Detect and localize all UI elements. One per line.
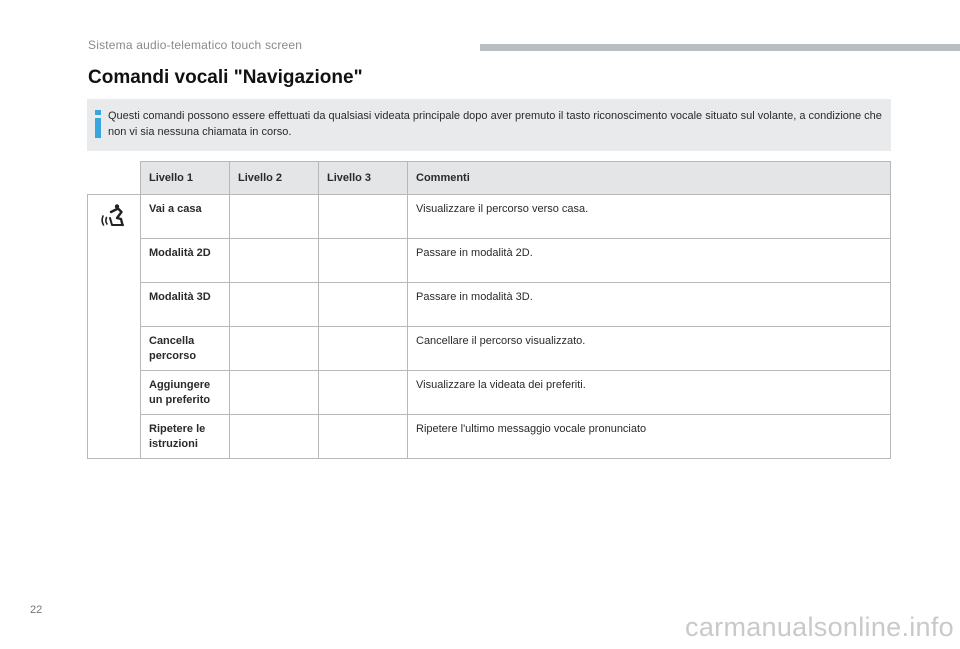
level2-cell	[230, 283, 319, 327]
level2-cell	[230, 371, 319, 415]
level1-cell: Cancella percorso	[141, 327, 230, 371]
level2-cell	[230, 415, 319, 459]
comment-cell: Visualizzare il percorso verso casa.	[408, 195, 891, 239]
comment-cell: Cancellare il percorso visualizzato.	[408, 327, 891, 371]
table-row	[88, 327, 891, 371]
voice-command-icon	[100, 203, 128, 231]
table-row	[88, 371, 891, 415]
level2-cell	[230, 195, 319, 239]
page-number: 22	[30, 604, 43, 616]
info-box	[87, 99, 891, 151]
level3-cell	[319, 415, 408, 459]
comment-cell: Visualizzare la videata dei preferiti.	[408, 371, 891, 415]
level1-cell: Modalità 2D	[141, 239, 230, 283]
info-icon	[95, 110, 101, 138]
level1-cell: Ripetere le istruzioni	[141, 415, 230, 459]
comment-cell: Passare in modalità 2D.	[408, 239, 891, 283]
header-level3: Livello 3	[319, 162, 408, 195]
level3-cell	[319, 371, 408, 415]
level3-cell	[319, 239, 408, 283]
table-header-row	[88, 162, 891, 195]
comment-cell: Passare in modalità 3D.	[408, 283, 891, 327]
section-header: Sistema audio-telematico touch screen	[88, 38, 303, 52]
header-comments: Commenti	[408, 162, 891, 195]
level3-cell	[319, 327, 408, 371]
level1-cell: Aggiungere un preferito	[141, 371, 230, 415]
voice-commands-table	[87, 161, 891, 459]
table-row	[88, 283, 891, 327]
page-title: Comandi vocali "Navigazione"	[88, 67, 363, 88]
table-row	[88, 239, 891, 283]
info-text: Questi comandi possono essere effettuati da qualsiasi videata principale dopo aver premuto il tasto riconoscimento vocale situato sul volante, a condizione che non vi sia nessuna chiamata in corso.	[108, 110, 882, 138]
icon-cell	[88, 195, 141, 459]
level3-cell	[319, 195, 408, 239]
header-level2: Livello 2	[230, 162, 319, 195]
level1-cell: Vai a casa	[141, 195, 230, 239]
icon-column-header	[88, 162, 141, 195]
level1-cell: Modalità 3D	[141, 283, 230, 327]
level2-cell	[230, 327, 319, 371]
header-level1: Livello 1	[141, 162, 230, 195]
comment-cell: Ripetere l'ultimo messaggio vocale pronunciato	[408, 415, 891, 459]
header-bar	[480, 44, 960, 51]
table-row	[88, 195, 891, 239]
table-row	[88, 415, 891, 459]
level3-cell	[319, 283, 408, 327]
watermark: carmanualsonline.info	[685, 612, 954, 642]
level2-cell	[230, 239, 319, 283]
